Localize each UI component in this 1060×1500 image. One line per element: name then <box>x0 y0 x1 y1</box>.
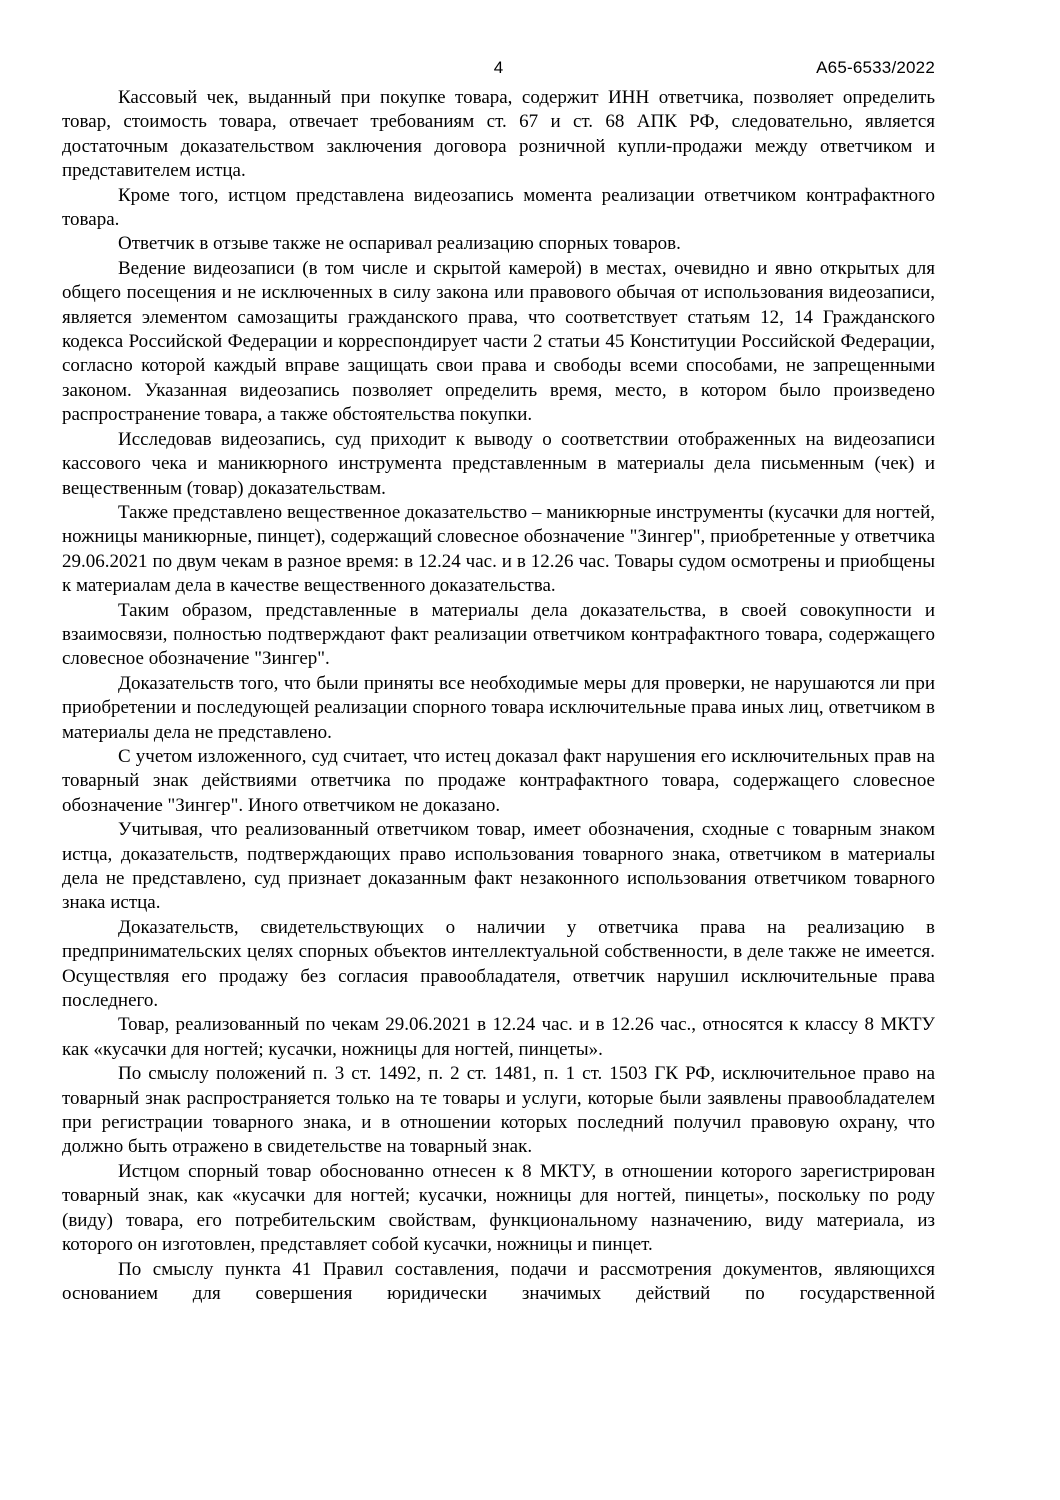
paragraph-12: Товар, реализованный по чекам 29.06.2021 в 12.24 час. и в 12.26 час., относятся к классу 8 МКТУ как «кусачки для ногтей; кусачки, ножницы для ногтей, пинцеты». <box>62 1014 935 1060</box>
paragraph-1: Кассовый чек, выданный при покупке товара, содержит ИНН ответчика, позволяет определить товар, стоимость товара, отвечает требованиям ст. 67 и ст. 68 АПК РФ, следовательно, является достаточным доказательством заключения договора розничной купли-продажи между ответчиком и представителем истца. <box>62 87 935 182</box>
paragraph-6: Также представлено вещественное доказательство – маникюрные инструменты (кусачки для ногтей, ножницы маникюрные, пинцет), содержащий словесное обозначение "Зингер", приобретенные у ответчика 29.06.2021 по двум чекам в разное время: в 12.24 час. и в 12.26 час. Товары судом осмотрены и приобщены к материалам дела в качестве вещественного доказательства. <box>62 501 935 597</box>
paragraph-9: С учетом изложенного, суд считает, что истец доказал факт нарушения его исключительных прав на товарный знак действиями ответчика по продаже контрафактного товара, содержащего словесное обозначение "Зингер". Иного ответчиком не доказано. <box>62 745 935 816</box>
page-header <box>62 58 935 80</box>
paragraph-4: Ведение видеозаписи (в том числе и скрытой камерой) в местах, очевидно и явно открытых для общего посещения и не исключенных в силу закона или правового обычая от использования видеозаписи, является элементом самозащиты гражданского права, что соответствует статьям 12, 14 Гражданского кодекса Российской Федерации и корреспондирует части 2 статьи 45 Конституции Российской Федерации, согласно которой каждый вправе защищать свои права и свободы всеми способами, не запрещенными законом. Указанная видеозапись позволяет определить время, место, в котором было произведено распространение товара, а также обстоятельства покупки. <box>62 257 935 426</box>
paragraph-3: Ответчик в отзыве также не оспаривал реализацию спорных товаров. <box>118 233 681 255</box>
paragraph-10: Учитывая, что реализованный ответчиком товар, имеет обозначения, сходные с товарным знаком истца, доказательств, подтверждающих право использования товарного знака, ответчиком в материалы дела не представлено, суд признает доказанным факт незаконного использования ответчиком товарного знака истца. <box>62 819 935 914</box>
document-body <box>62 86 935 1306</box>
paragraph-7: Таким образом, представленные в материалы дела доказательства, в своей совокупности и взаимосвязи, полностью подтверждают факт реализации ответчиком контрафактного товара, содержащего словесное обозначение "Зингер". <box>62 599 935 670</box>
paragraph-5: Исследовав видеозапись, суд приходит к выводу о соответствии отображенных на видеозаписи кассового чека и маникюрного инструмента представленным в материалы дела письменным (чек) и вещественным (товар) доказательствам. <box>62 428 935 499</box>
paragraph-11: Доказательств, свидетельствующих о наличии у ответчика права на реализацию в предпринимательских целях спорных объектов интеллектуальной собственности, в деле также не имеется. Осуществляя его продажу без согласия правообладателя, ответчик нарушил исключительные права последнего. <box>62 916 935 1012</box>
paragraph-8: Доказательств того, что были приняты все необходимые меры для проверки, не нарушаются ли при приобретении и последующей реализации спорного товара исключительные права иных лиц, ответчиком в материалы дела не представлено. <box>62 672 935 743</box>
case-number: А65-6533/2022 <box>816 58 935 77</box>
page-number: 4 <box>493 58 504 77</box>
paragraph-15: По смыслу пункта 41 Правил составления, подачи и рассмотрения документов, являющихся основанием для совершения юридически значимых действий по государственной <box>62 1258 935 1304</box>
paragraph-13: По смыслу положений п. 3 ст. 1492, п. 2 ст. 1481, п. 1 ст. 1503 ГК РФ, исключительное право на товарный знак распространяется только на те товары и услуги, которые были заявлены правообладателем при регистрации товарного знака, и в отношении которых последний получил правовую охрану, что должно быть отражено в свидетельстве на товарный знак. <box>62 1063 935 1158</box>
paragraph-2: Кроме того, истцом представлена видеозапись момента реализации ответчиком контрафактного товара. <box>62 184 935 231</box>
paragraph-14: Истцом спорный товар обоснованно отнесен к 8 МКТУ, в отношении которого зарегистрирован товарный знак, как «кусачки для ногтей; кусачки, ножницы для ногтей, пинцеты», поскольку по роду (виду) товара, его потребительским свойствам, функциональному назначению, виду материала, из которого он изготовлен, представляет собой кусачки, ножницы и пинцет. <box>62 1160 935 1256</box>
